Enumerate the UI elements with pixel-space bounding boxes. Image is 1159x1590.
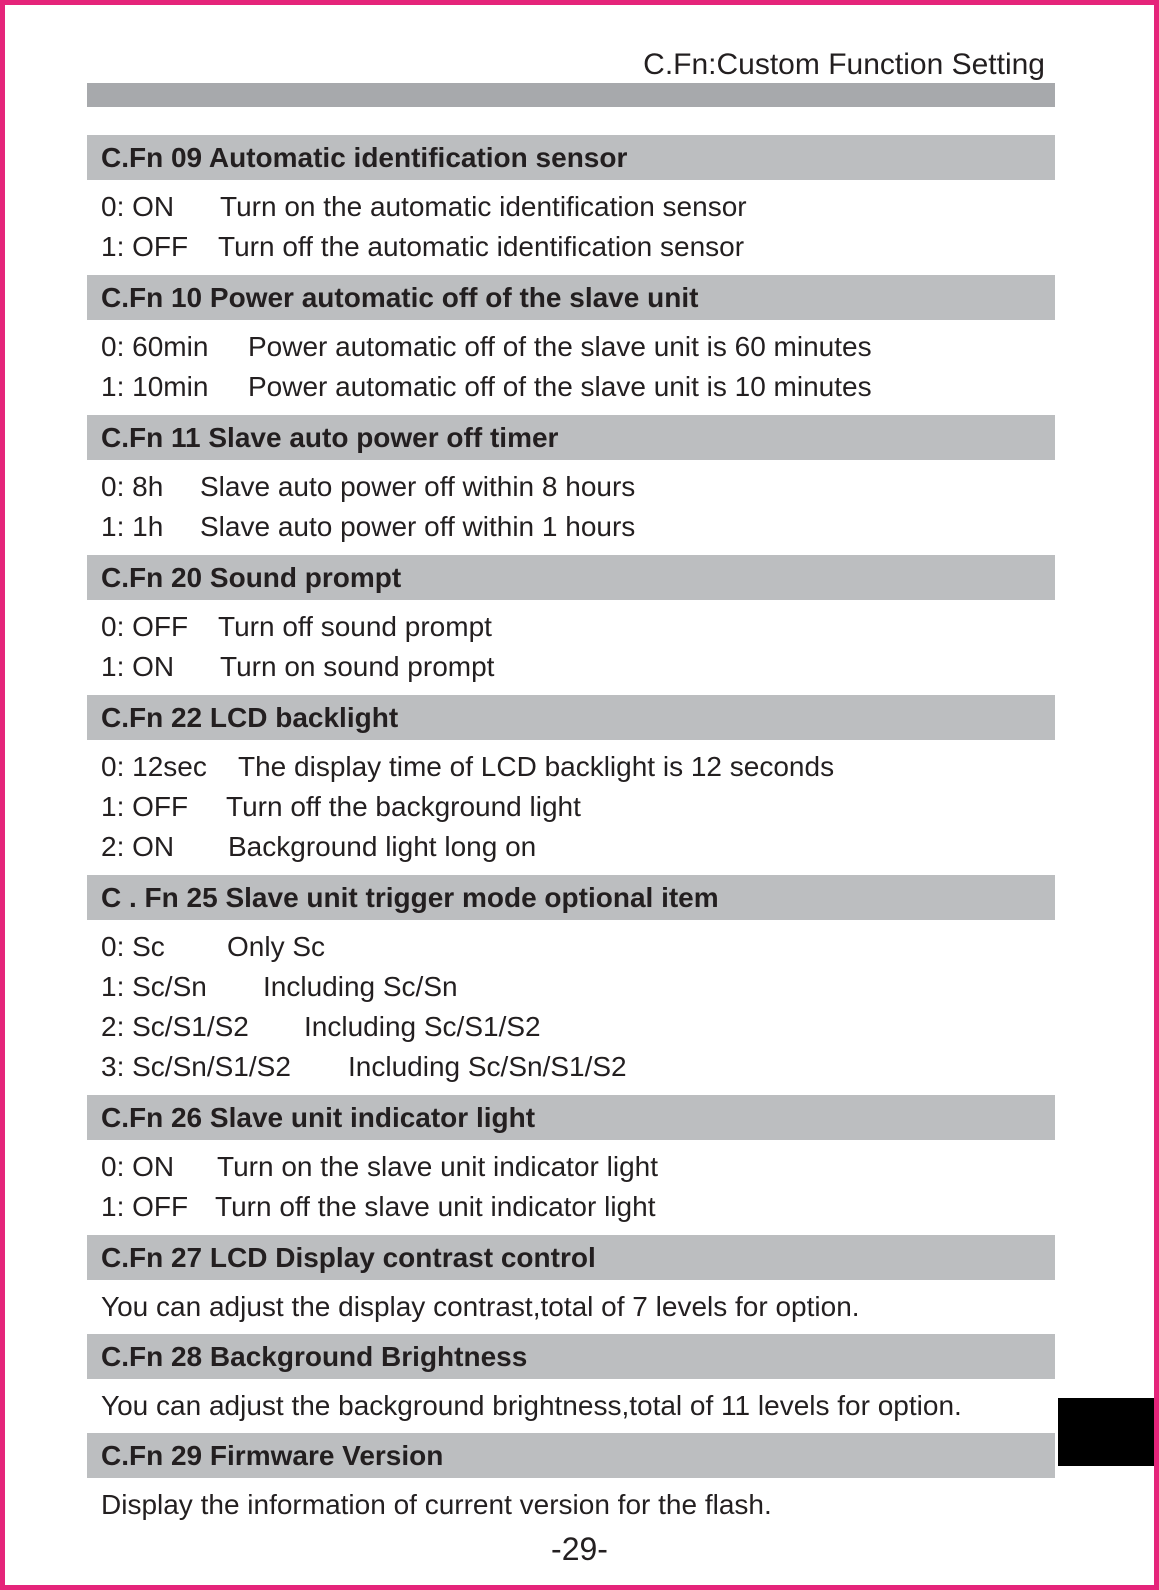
page-header-title: C.Fn:Custom Function Setting (643, 48, 1045, 81)
option-row (87, 607, 1055, 647)
option-description: Turn off the automatic identification sensor (218, 231, 745, 262)
option-description: Only Sc (227, 931, 326, 962)
option-code: 0: Sc (101, 931, 165, 962)
option-description: Slave auto power off within 8 hours (200, 471, 636, 502)
header-divider-bar (87, 83, 1055, 107)
option-description: Including Sc/Sn (263, 971, 458, 1002)
option-row (87, 467, 1055, 507)
option-code: 0: 8h (101, 471, 164, 502)
section-cfn-29 (87, 1433, 1055, 1532)
option-code: 1: 10min (101, 371, 209, 402)
section-heading: C . Fn 25 Slave unit trigger mode optional item (87, 875, 1055, 920)
section-cfn-09 (87, 135, 1055, 275)
option-code: 0: ON (101, 191, 175, 222)
option-description: Including Sc/S1/S2 (304, 1011, 541, 1042)
option-row (87, 327, 1055, 367)
section-heading: C.Fn 20 Sound prompt (87, 555, 1055, 600)
option-row (87, 1147, 1055, 1187)
option-code: 1: 1h (101, 511, 164, 542)
option-row (87, 367, 1055, 407)
section-heading: C.Fn 26 Slave unit indicator light (87, 1095, 1055, 1140)
function-list (87, 135, 1055, 1532)
section-cfn-22 (87, 695, 1055, 875)
section-heading: C.Fn 27 LCD Display contrast control (87, 1235, 1055, 1280)
section-description: You can adjust the display contrast,total of 7 levels for option. (101, 1291, 860, 1322)
option-description: Turn off the slave unit indicator light (215, 1191, 656, 1222)
option-description: Turn off sound prompt (218, 611, 492, 642)
option-row (87, 647, 1055, 687)
option-description: The display time of LCD backlight is 12 seconds (238, 751, 835, 782)
option-row (87, 187, 1055, 227)
section-cfn-10 (87, 275, 1055, 415)
option-row (87, 967, 1055, 1007)
option-row (87, 927, 1055, 967)
section-description: Display the information of current version for the flash. (101, 1489, 772, 1520)
option-row (87, 1047, 1055, 1087)
option-row (87, 227, 1055, 267)
section-heading: C.Fn 22 LCD backlight (87, 695, 1055, 740)
option-code: 1: OFF (101, 231, 189, 262)
option-row (87, 787, 1055, 827)
option-row (87, 747, 1055, 787)
section-cfn-11 (87, 415, 1055, 555)
option-description: Power automatic off of the slave unit is 10 minutes (248, 371, 872, 402)
option-code: 0: ON (101, 1151, 175, 1182)
section-heading: C.Fn 09 Automatic identification sensor (87, 135, 1055, 180)
option-code: 1: OFF (101, 791, 189, 822)
section-cfn-20 (87, 555, 1055, 695)
section-cfn-28 (87, 1334, 1055, 1433)
option-description: Turn off the background light (226, 791, 581, 822)
section-description: You can adjust the background brightness,total of 11 levels for option. (101, 1390, 962, 1421)
option-code: 1: Sc/Sn (101, 971, 207, 1002)
option-description: Power automatic off of the slave unit is 60 minutes (248, 331, 872, 362)
option-row (87, 827, 1055, 867)
option-description: Slave auto power off within 1 hours (200, 511, 636, 542)
section-heading: C.Fn 29 Firmware Version (87, 1433, 1055, 1478)
option-code: 1: OFF (101, 1191, 189, 1222)
option-row (87, 507, 1055, 547)
section-cfn-25 (87, 875, 1055, 1095)
option-code: 2: Sc/S1/S2 (101, 1011, 249, 1042)
chapter-tab-marker (1058, 1398, 1154, 1466)
option-code: 0: 60min (101, 331, 209, 362)
option-row (87, 1007, 1055, 1047)
option-description: Background light long on (228, 831, 537, 862)
option-row (87, 1187, 1055, 1227)
option-code: 1: ON (101, 651, 175, 682)
section-cfn-27 (87, 1235, 1055, 1334)
option-description: Including Sc/Sn/S1/S2 (348, 1051, 627, 1082)
option-code: 0: 12sec (101, 751, 207, 782)
section-cfn-26 (87, 1095, 1055, 1235)
section-heading: C.Fn 28 Background Brightness (87, 1334, 1055, 1379)
option-code: 2: ON (101, 831, 175, 862)
section-heading: C.Fn 11 Slave auto power off timer (87, 415, 1055, 460)
option-description: Turn on the slave unit indicator light (217, 1151, 658, 1182)
option-description: Turn on sound prompt (220, 651, 495, 682)
section-heading: C.Fn 10 Power automatic off of the slave unit (87, 275, 1055, 320)
option-code: 0: OFF (101, 611, 189, 642)
option-code: 3: Sc/Sn/S1/S2 (101, 1051, 291, 1082)
option-description: Turn on the automatic identification sensor (220, 191, 747, 222)
page-number: -29- (551, 1531, 608, 1567)
